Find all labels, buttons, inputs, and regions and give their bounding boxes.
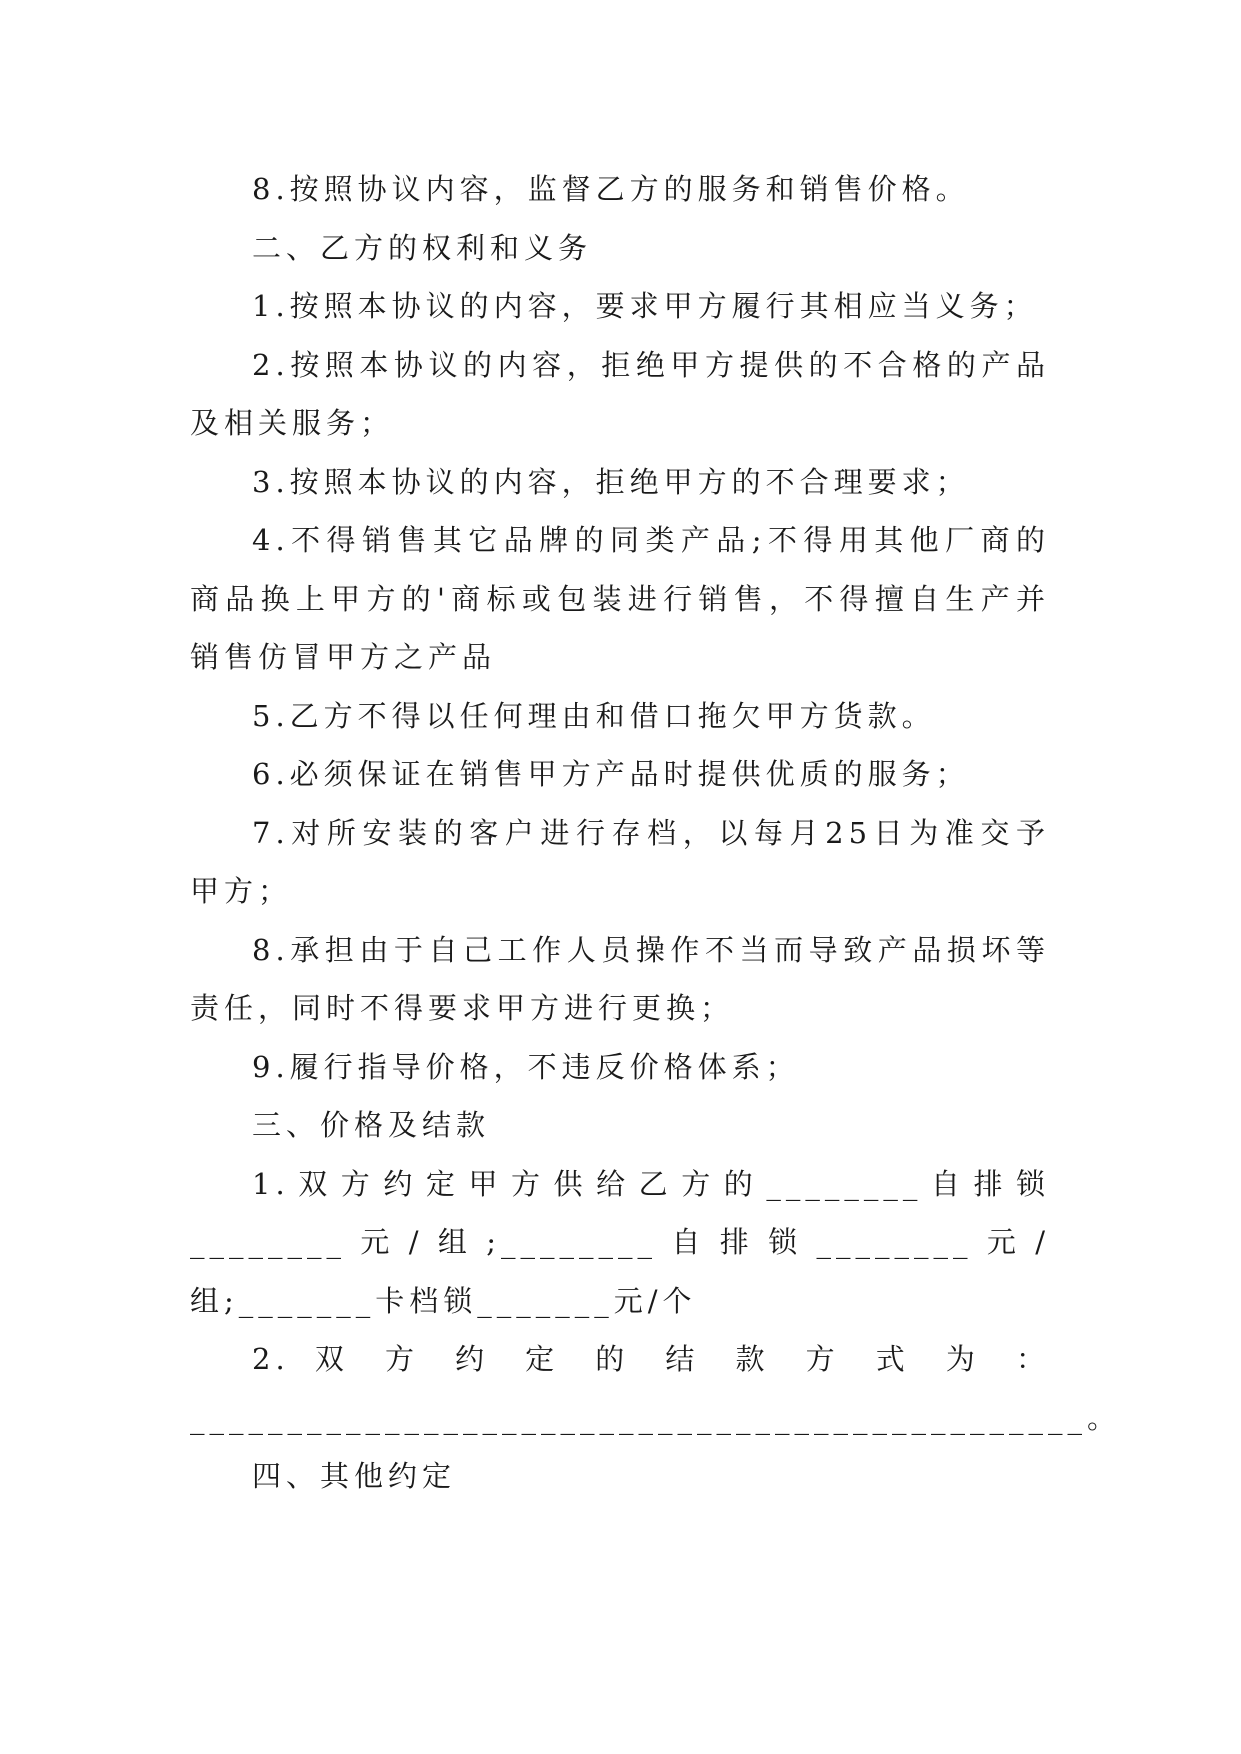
settlement-blank-line: ______________________________________________。 [190, 1400, 1122, 1435]
clause-1-require-obligations: 1.按照本协议的内容，要求甲方履行其相应当义务； [252, 289, 1038, 323]
section-4-heading: 四、其他约定 [252, 1459, 457, 1493]
price-clause-1: 1.双方约定甲方供给乙方的________自排锁________元/组;________自排锁________元/组;_______卡档锁_______元/个 [190, 1166, 1050, 1318]
clause-5-no-arrears: 5.乙方不得以任何理由和借口拖欠甲方货款。 [252, 698, 936, 733]
clause-2-reject-unqualified: 2.按照本协议的内容，拒绝甲方提供的不合格的产品及相关服务； [190, 347, 1050, 440]
document-page [190, 160, 1122, 1506]
section-3-heading: 三、价格及结款 [252, 1108, 491, 1142]
clause-6-quality-service: 6.必须保证在销售甲方产品时提供优质的服务； [252, 757, 970, 791]
settlement-method-line: 2. 双 方 约 定 的 结 款 方 式 为 ： [252, 1342, 1050, 1376]
section-2-heading: 二、乙方的权利和义务 [252, 230, 593, 265]
clause-8-staff-liability: 8.承担由于自己工作人员操作不当而导致产品损坏等责任，同时不得要求甲方进行更换； [190, 932, 1050, 1025]
clause-7-customer-archive: 7.对所安装的客户进行存档，以每月25日为准交予甲方； [190, 815, 1050, 908]
clause-4-no-other-brands: 4.不得销售其它品牌的同类产品;不得用其他厂商的商品换上甲方的'商标或包装进行销售，不得擅自生产并销售仿冒甲方之产品 [190, 523, 1050, 674]
clause-9-guide-price: 9.履行指导价格，不违反价格体系； [252, 1049, 800, 1084]
clause-3-reject-unreasonable: 3.按照本协议的内容，拒绝甲方的不合理要求； [252, 464, 970, 499]
clause-8-supervise-pricing: 8.按照协议内容，监督乙方的服务和销售价格。 [252, 172, 970, 206]
